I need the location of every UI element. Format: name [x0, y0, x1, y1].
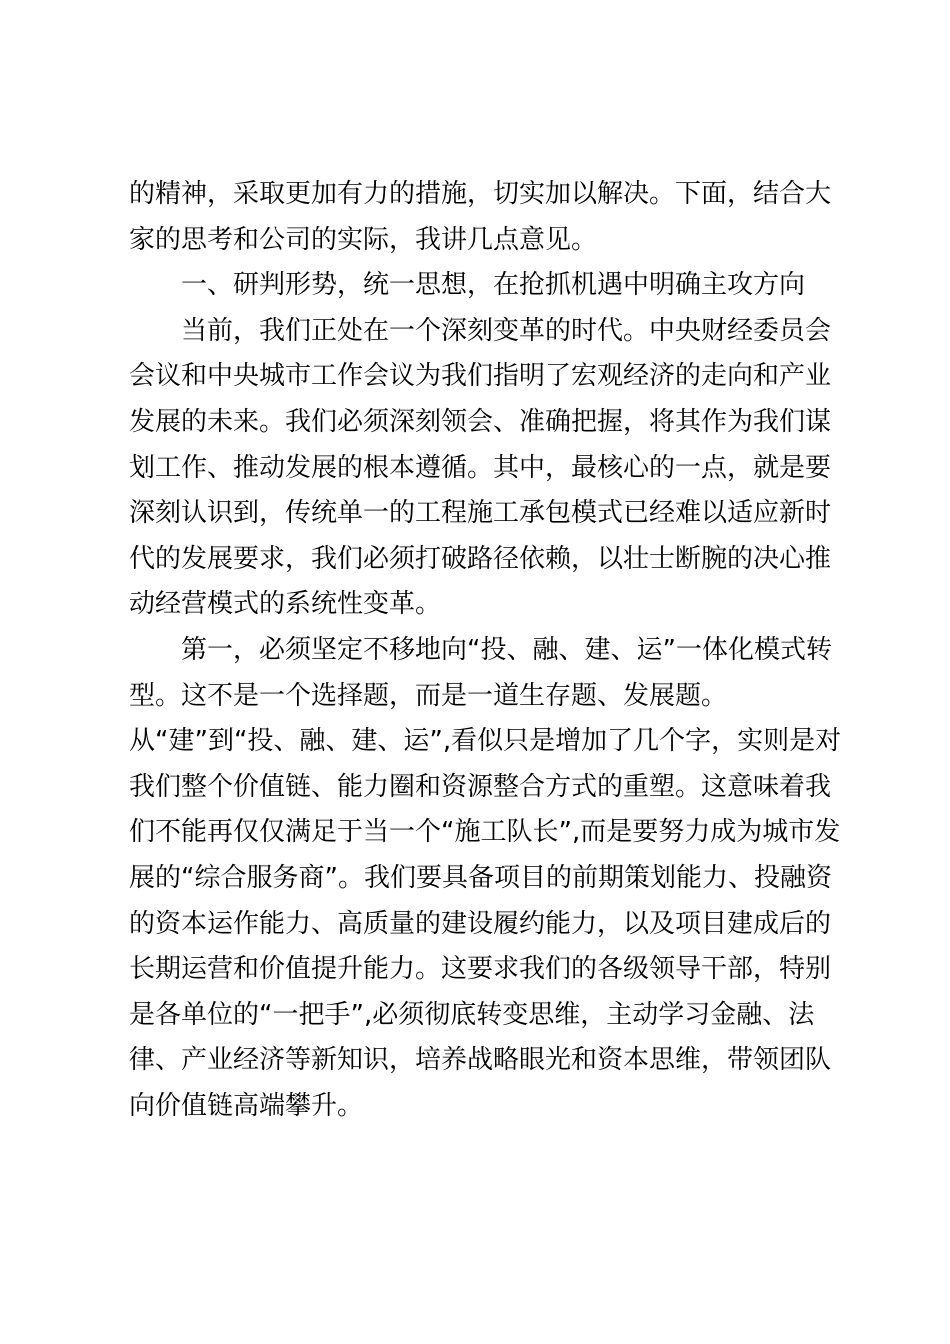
text-line: 向价值链高端攀升。 — [129, 1090, 364, 1121]
text-line: 会议和中央城市工作会议为我们指明了宏观经济的走向和产业 — [129, 361, 832, 392]
text-line: 是各单位的“一把手”,必须彻底转变思维，主动学习金融、法 — [129, 999, 815, 1030]
text-line: 代的发展要求，我们必须打破路径依赖，以壮士断腕的决心推 — [129, 543, 832, 574]
text-line: 当前，我们正处在一个深刻变革的时代。中央财经委员会 — [181, 315, 832, 346]
text-line: 动经营模式的系统性变革。 — [129, 589, 442, 620]
text-line: 展的“综合服务商”。我们要具备项目的前期策划能力、投融资 — [129, 862, 832, 893]
text-line: 从“建”到“投、融、建、运”,看似只是增加了几个字，实则是对 — [129, 726, 842, 757]
text-line: 划工作、推动发展的根本遵循。其中，最核心的一点，就是要 — [129, 452, 832, 483]
text-line: 律、产业经济等新知识，培养战略眼光和资本思维，带领团队 — [129, 1045, 832, 1076]
text-line: 家的思考和公司的实际，我讲几点意见。 — [129, 224, 598, 255]
text-line: 的精神，采取更加有力的措施，切实加以解决。下面，结合大 — [129, 179, 832, 209]
text-line: 们不能再仅仅满足于当一个“施工队长”,而是要努力成为城市发 — [129, 817, 841, 848]
text-line: 长期运营和价值提升能力。这要求我们的各级领导干部，特别 — [129, 954, 832, 985]
section-heading: 一、研判形势，统一思想，在抢抓机遇中明确主攻方向 — [181, 270, 806, 301]
document-body — [129, 172, 842, 1129]
text-line: 的资本运作能力、高质量的建设履约能力，以及项目建成后的 — [129, 908, 832, 939]
text-line: 发展的未来。我们必须深刻领会、准确把握，将其作为我们谋 — [129, 406, 832, 437]
text-line: 第一，必须坚定不移地向“投、融、建、运”一体化模式转 — [181, 634, 832, 665]
text-line: 我们整个价值链、能力圈和资源整合方式的重塑。这意味着我 — [129, 771, 832, 802]
text-line: 型。这不是一个选择题，而是一道生存题、发展题。 — [129, 680, 728, 711]
text-line: 深刻认识到，传统单一的工程施工承包模式已经难以适应新时 — [129, 498, 832, 529]
